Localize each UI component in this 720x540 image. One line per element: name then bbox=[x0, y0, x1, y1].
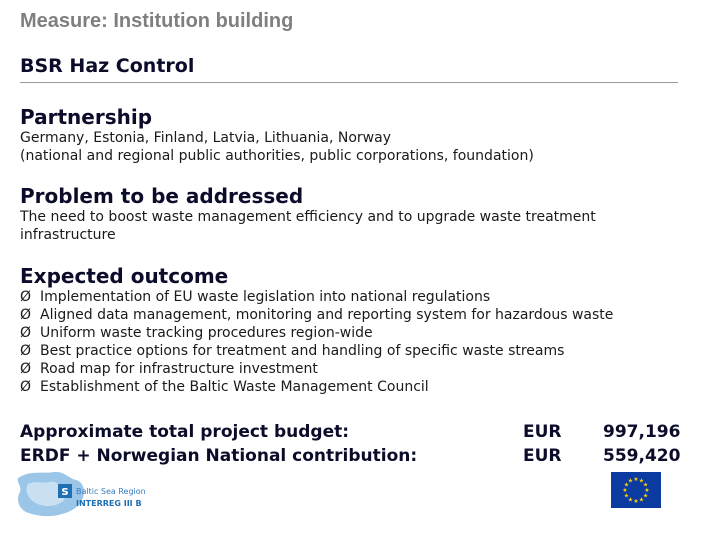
bsr-interreg-logo bbox=[14, 468, 154, 522]
problem-heading: Problem to be addressed bbox=[20, 184, 304, 208]
partnership-line: (national and regional public authorities, public corporations, foundation) bbox=[20, 148, 534, 164]
list-item-text: Road map for infrastructure investment bbox=[40, 361, 318, 377]
budget-total-label: Approximate total project budget: bbox=[20, 422, 350, 442]
budget-erdf-currency: EUR bbox=[523, 446, 562, 466]
eu-star-icon: ★ bbox=[642, 481, 649, 489]
budget-total-amount: 997,196 bbox=[603, 422, 681, 442]
list-item-text: Best practice options for treatment and handling of specific waste streams bbox=[40, 343, 565, 359]
budget-labels bbox=[20, 420, 417, 468]
eu-star-icon: ★ bbox=[633, 498, 639, 505]
list-item bbox=[20, 288, 710, 306]
bullet-arrow-icon: Ø bbox=[20, 343, 32, 359]
list-item bbox=[20, 306, 710, 324]
eu-star-icon: ★ bbox=[623, 481, 630, 489]
eu-star-icon: ★ bbox=[633, 476, 639, 483]
budget-amounts bbox=[603, 420, 680, 468]
eu-star-icon: ★ bbox=[642, 492, 649, 500]
eu-star-icon: ★ bbox=[638, 496, 645, 504]
list-item bbox=[20, 360, 710, 378]
title-divider bbox=[20, 82, 678, 83]
list-item bbox=[20, 342, 710, 360]
problem-section bbox=[20, 184, 710, 244]
bullet-arrow-icon: Ø bbox=[20, 325, 32, 341]
problem-line: The need to boost waste management efficiency and to upgrade waste treatment bbox=[20, 209, 596, 225]
partnership-section bbox=[20, 105, 710, 165]
project-title: BSR Haz Control bbox=[20, 55, 195, 77]
svg-text:s: s bbox=[61, 484, 69, 498]
eu-star-icon: ★ bbox=[644, 487, 650, 494]
eu-star-icon: ★ bbox=[623, 492, 630, 500]
outcome-heading: Expected outcome bbox=[20, 264, 229, 288]
bullet-arrow-icon: Ø bbox=[20, 307, 32, 323]
partnership-heading: Partnership bbox=[20, 105, 153, 129]
budget-erdf-amount: 559,420 bbox=[603, 446, 681, 466]
bullet-arrow-icon: Ø bbox=[20, 289, 32, 305]
eu-flag-icon bbox=[611, 472, 661, 508]
bsr-logo-line1: Baltic Sea Region bbox=[76, 487, 146, 496]
eu-star-icon: ★ bbox=[627, 477, 634, 485]
list-item-text: Aligned data management, monitoring and reporting system for hazardous waste bbox=[40, 307, 614, 323]
eu-star-icon: ★ bbox=[638, 477, 645, 485]
bullet-arrow-icon: Ø bbox=[20, 361, 32, 377]
slide-title: Measure: Institution building bbox=[20, 10, 294, 32]
partnership-line: Germany, Estonia, Finland, Latvia, Lithuania, Norway bbox=[20, 130, 391, 146]
list-item-text: Establishment of the Baltic Waste Management Council bbox=[40, 379, 429, 395]
budget-total-currency: EUR bbox=[523, 422, 562, 442]
list-item bbox=[20, 378, 710, 396]
list-item bbox=[20, 324, 710, 342]
eu-star-icon: ★ bbox=[622, 487, 628, 494]
list-item-text: Implementation of EU waste legislation into national regulations bbox=[40, 289, 491, 305]
list-item-text: Uniform waste tracking procedures region-wide bbox=[40, 325, 373, 341]
problem-line: infrastructure bbox=[20, 227, 116, 243]
eu-star-icon: ★ bbox=[627, 496, 634, 504]
outcome-section bbox=[20, 264, 710, 396]
bullet-arrow-icon: Ø bbox=[20, 379, 32, 395]
budget-erdf-label: ERDF + Norwegian National contribution: bbox=[20, 446, 418, 466]
bsr-logo-line2: INTERREG III B bbox=[76, 499, 142, 508]
outcome-list bbox=[20, 288, 710, 396]
budget-currencies bbox=[523, 420, 562, 468]
